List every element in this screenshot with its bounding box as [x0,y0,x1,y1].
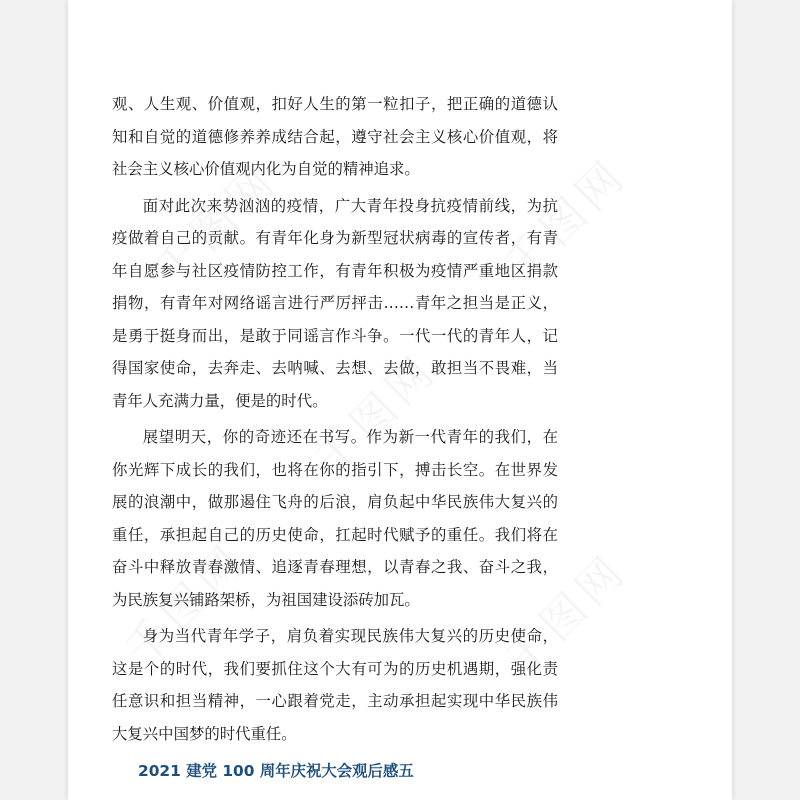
section-heading: 2021 建党 100 周年庆祝大会观后感五 [138,762,414,780]
document-body [112,88,558,784]
paragraph: 面对此次来势汹汹的疫情，广大青年投身抗疫情前线，为抗疫做着自己的贡献。有青年化身为新型冠状病毒的宣传者，有青年自愿参与社区疫情防控工作，有青年积极为疫情严重地区捐款捐物，有青年对网络谣言进行严厉抨击……青年之担当是正义，是勇于挺身而出，是敢于同谣言作斗争。一代一代的青年人，记得国家使命，去奔走、去呐喊、去想、去做，敢担当不畏难，当青年人充满力量，便是的时代。 [112,196,558,410]
paragraph: 展望明天，你的奇迹还在书写。作为新一代青年的我们，在你光辉下成长的我们，也将在你的指引下，搏击长空。在世界发展的浪潮中，做那遏住飞舟的后浪，肩负起中华民族伟大复兴的重任，承担起自己的历史使命，扛起时代赋予的重任。我们将在奋斗中释放青春激情、追逐青春理想，以青春之我、奋斗之我，为民族复兴铺路架桥，为祖国建设添砖加瓦。 [112,428,558,609]
paragraph: 身为当代青年学子，肩负着实现民族伟大复兴的历史使命，这是个的时代，我们要抓住这个大有可为的历史机遇期，强化责任意识和担当精神，一心跟着党走，主动承担起实现中华民族伟大复兴中国梦的时代重任。 [112,627,558,743]
paragraph: 观、人生观、价值观，扣好人生的第一粒扣子，把正确的道德认知和自觉的道德修养养成结合起，遵守社会主义核心价值观，将社会主义核心价值观内化为自觉的精神追求。 [112,95,558,178]
